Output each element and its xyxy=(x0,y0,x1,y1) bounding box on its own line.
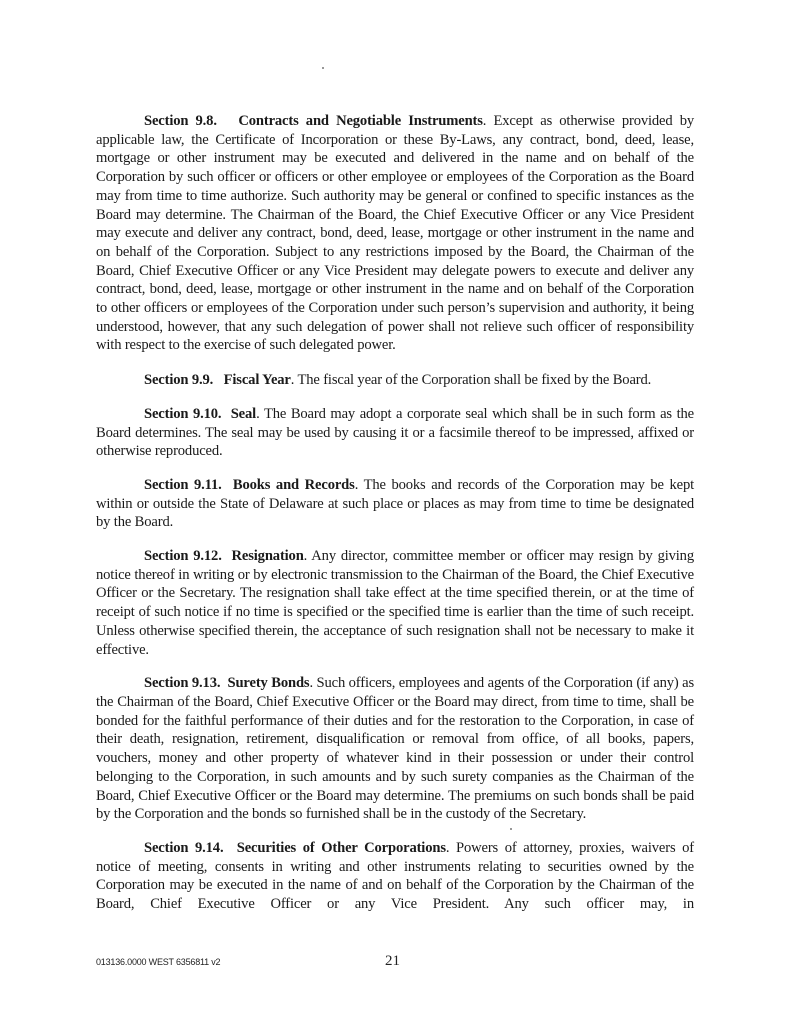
section-title: Books and Records xyxy=(232,476,355,493)
footer-document-id: 013136.0000 WEST 6356811 v2 xyxy=(96,957,221,967)
section-text: . Except as otherwise provided by applicable law, the Certificate of Incorporation or these By-Laws, any contract, bond, deed, lease, mortgage or other instrument may be executed and delivered in the name and on behalf of the Corporation by such officer or officers or other employee or employees of the Corporation as the Board may from time to time authorize. Such authority may be general or confined to specific instances as the Board may determine. The Chairman of the Board, the Chief Executive Officer or any Vice President may execute and deliver any contract, bond, deed, lease, mortgage or other instrument in the name and on behalf of the Corporation. Subject to any restrictions imposed by the Board, the Chairman of the Board, Chief Executive Officer or any Vice President may delegate powers to execute and deliver any contract, bond, deed, lease, mortgage or other instrument in the name and on behalf of the Corporation to other officers or employees of the Corporation under such person’s supervision and authority, it being understood, however, that any such delegation of power shall not relieve such officer of responsibility with respect to the exercise of such delegated power. xyxy=(96,113,695,354)
section-text: . Such officers, employees and agents of the Corporation (if any) as the Chairman of the Board, Chief Executive Officer or the Board may direct, from time to time, shall be bonded for the faithful performance of their duties and for the restoration to the Corporation, in case of their death, resignation, retirement, disqualification or removal from office, of all books, papers, vouchers, money and other property of whatever kind in their possession or under their control belonging to the Corporation, in such amounts and by such surety companies as the Chairman of the Board, Chief Executive Officer or the Board may determine. The premiums on such bonds shall be paid by the Corporation and the bonds so furnished shall be in the custody of the Secretary. xyxy=(96,675,695,823)
section-title: Resignation xyxy=(231,548,304,565)
section-title: Securities of Other Corporations xyxy=(236,839,446,856)
page-number: 21 xyxy=(385,953,400,969)
section-text: . The Board may adopt a corporate seal which shall be in such form as the Board determines. The seal may be used by causing it or a facsimile thereof to be impressed, affixed or otherwise reproduced. xyxy=(96,405,694,460)
section-number: Section 9.10. xyxy=(144,405,222,422)
section-title: Seal xyxy=(230,405,257,422)
section-9-10 xyxy=(96,405,694,461)
section-number: Section 9.12. xyxy=(144,548,222,565)
section-9-14 xyxy=(96,839,694,914)
section-number: Section 9.8. xyxy=(144,113,217,129)
section-text: . The fiscal year of the Corporation shall be fixed by the Board. xyxy=(290,372,652,389)
section-title: Fiscal Year xyxy=(223,372,291,389)
scan-speck xyxy=(322,67,324,69)
section-9-8 xyxy=(96,112,694,355)
section-number: Section 9.9. xyxy=(144,372,214,389)
section-number: Section 9.13. xyxy=(144,675,221,692)
section-9-12 xyxy=(96,547,694,659)
section-9-13 xyxy=(96,674,694,824)
document-body xyxy=(96,112,694,929)
section-number: Section 9.14. xyxy=(144,839,224,856)
section-title: Contracts and Negotiable Instruments xyxy=(238,113,483,129)
section-number: Section 9.11. xyxy=(144,476,222,493)
section-9-11 xyxy=(96,476,694,532)
section-title: Surety Bonds xyxy=(227,675,310,692)
section-text: . Powers of attorney, proxies, waivers of notice of meeting, consents in writing and other instruments relating to securities owned by the Corporation may be executed in the name of and on behalf of the Corporation by the Chairman of the Board, Chief Executive Officer or any Vice President. Any such officer may, in xyxy=(96,839,694,913)
section-text: . Any director, committee member or officer may resign by giving notice thereof in writing or by electronic transmission to the Chairman of the Board, the Chief Executive Officer or the Secretary. The resignation shall take effect at the time specified therein, or at the time of receipt of such notice if no time is specified or the specified time is earlier than the time of such receipt. Unless otherwise specified therein, the acceptance of such resignation shall not be necessary to make it effective. xyxy=(96,548,694,658)
section-9-9 xyxy=(96,371,694,390)
section-text: . The books and records of the Corporation may be kept within or outside the State of Delaware at such place or places as may from time to time be designated by the Board. xyxy=(96,476,695,531)
